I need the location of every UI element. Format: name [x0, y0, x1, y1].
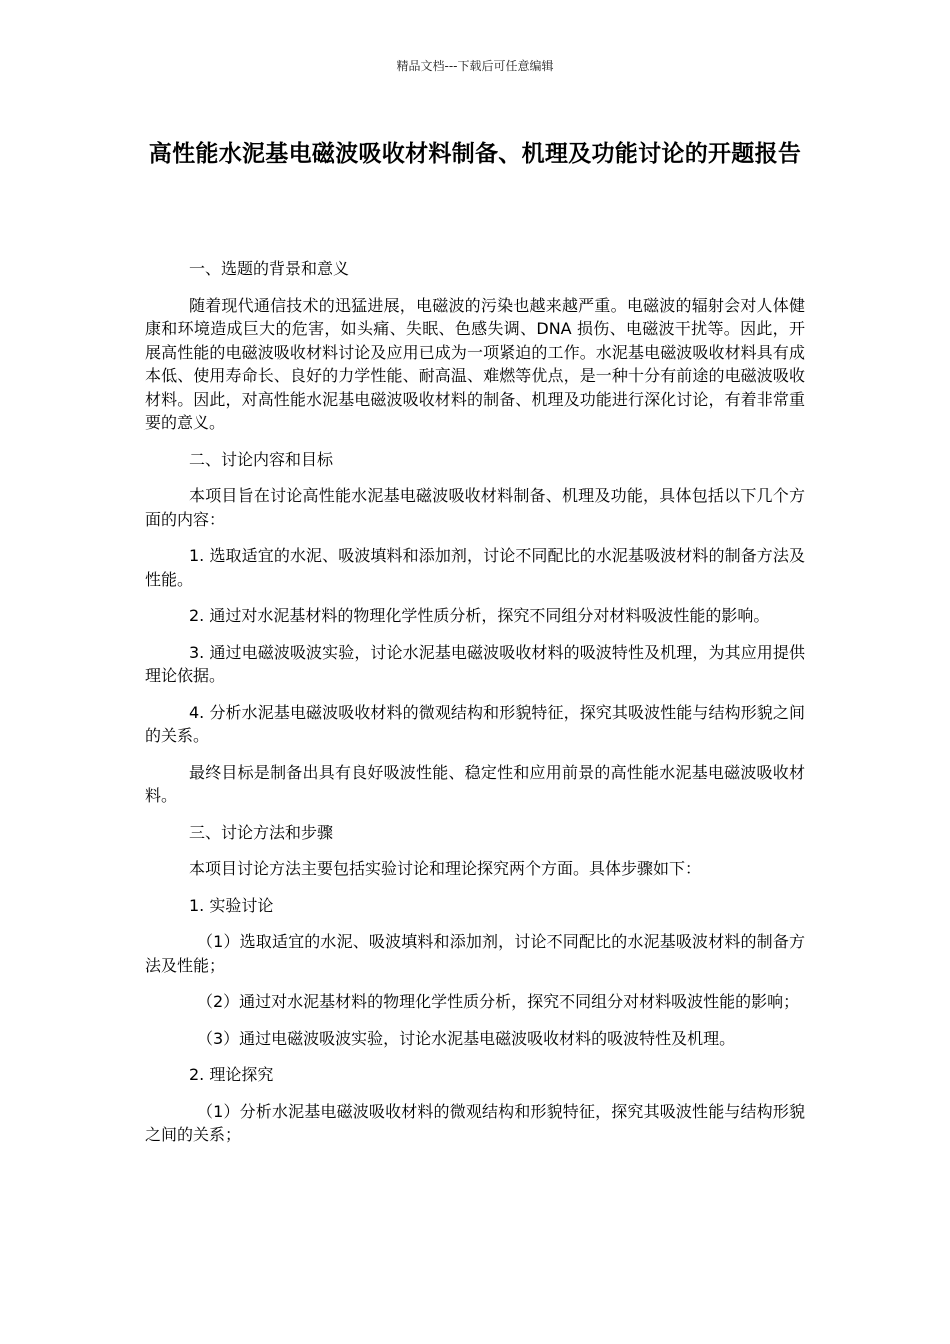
- list-item-theoretical-1: （1）分析水泥基电磁波吸收材料的微观结构和形貌特征，探究其吸波性能与结构形貌之间的关系；: [145, 1101, 805, 1144]
- list-item-content-3: 3. 通过电磁波吸波实验，讨论水泥基电磁波吸收材料的吸波特性及机理，为其应用提供理论依据。: [145, 642, 805, 685]
- paragraph-methods-intro: 本项目讨论方法主要包括实验讨论和理论探究两个方面。具体步骤如下：: [189, 859, 702, 878]
- subheading-experimental: 1. 实验讨论: [189, 895, 274, 915]
- document-body: [145, 257, 805, 1160]
- section-heading-background: 一、选题的背景和意义: [189, 259, 350, 278]
- section-heading-content-goals: 二、讨论内容和目标: [189, 449, 334, 469]
- paragraph-background: 随着现代通信技术的迅猛进展，电磁波的污染也越来越严重。电磁波的辐射会对人体健康和环境造成巨大的危害，如头痛、失眠、色感失调、DNA 损伤、电磁波干扰等。因此，开展高性能的电磁波吸收材料讨论及应用已成为一项紧迫的工作。水泥基电磁波吸收材料具有成本低、使用寿命长、良好的力学性能、耐高温、难燃等优点，是一种十分有前途的电磁波吸收材料。因此，对高性能水泥基电磁波吸收材料的制备、机理及功能进行深化讨论，有着非常重要的意义。: [145, 295, 805, 432]
- list-item-experimental-3: （3）通过电磁波吸波实验，讨论水泥基电磁波吸收材料的吸波特性及机理。: [197, 1028, 736, 1048]
- paragraph-content-intro: 本项目旨在讨论高性能水泥基电磁波吸收材料制备、机理及功能，具体包括以下几个方面的内容：: [145, 486, 805, 529]
- list-item-experimental-2: （2）通过对水泥基材料的物理化学性质分析，探究不同组分对材料吸波性能的影响；: [197, 992, 800, 1011]
- list-item-content-4: 4. 分析水泥基电磁波吸收材料的微观结构和形貌特征，探究其吸波性能与结构形貌之间的关系。: [145, 702, 805, 745]
- list-item-content-1: 1. 选取适宜的水泥、吸波填料和添加剂，讨论不同配比的水泥基吸波材料的制备方法及性能。: [145, 546, 805, 589]
- paragraph-final-goal: 最终目标是制备出具有良好吸波性能、稳定性和应用前景的高性能水泥基电磁波吸收材料。: [145, 762, 805, 805]
- document-title: 高性能水泥基电磁波吸收材料制备、机理及功能讨论的开题报告: [148, 141, 802, 167]
- header-note: 精品文档---下载后可任意编辑: [396, 59, 554, 73]
- subheading-theoretical: 2. 理论探究: [189, 1065, 274, 1084]
- list-item-content-2: 2. 通过对水泥基材料的物理化学性质分析，探究不同组分对材料吸波性能的影响。: [189, 606, 770, 625]
- section-heading-methods: 三、讨论方法和步骤: [189, 822, 334, 842]
- list-item-experimental-1: （1）选取适宜的水泥、吸波填料和添加剂，讨论不同配比的水泥基吸波材料的制备方法及性能；: [145, 932, 805, 975]
